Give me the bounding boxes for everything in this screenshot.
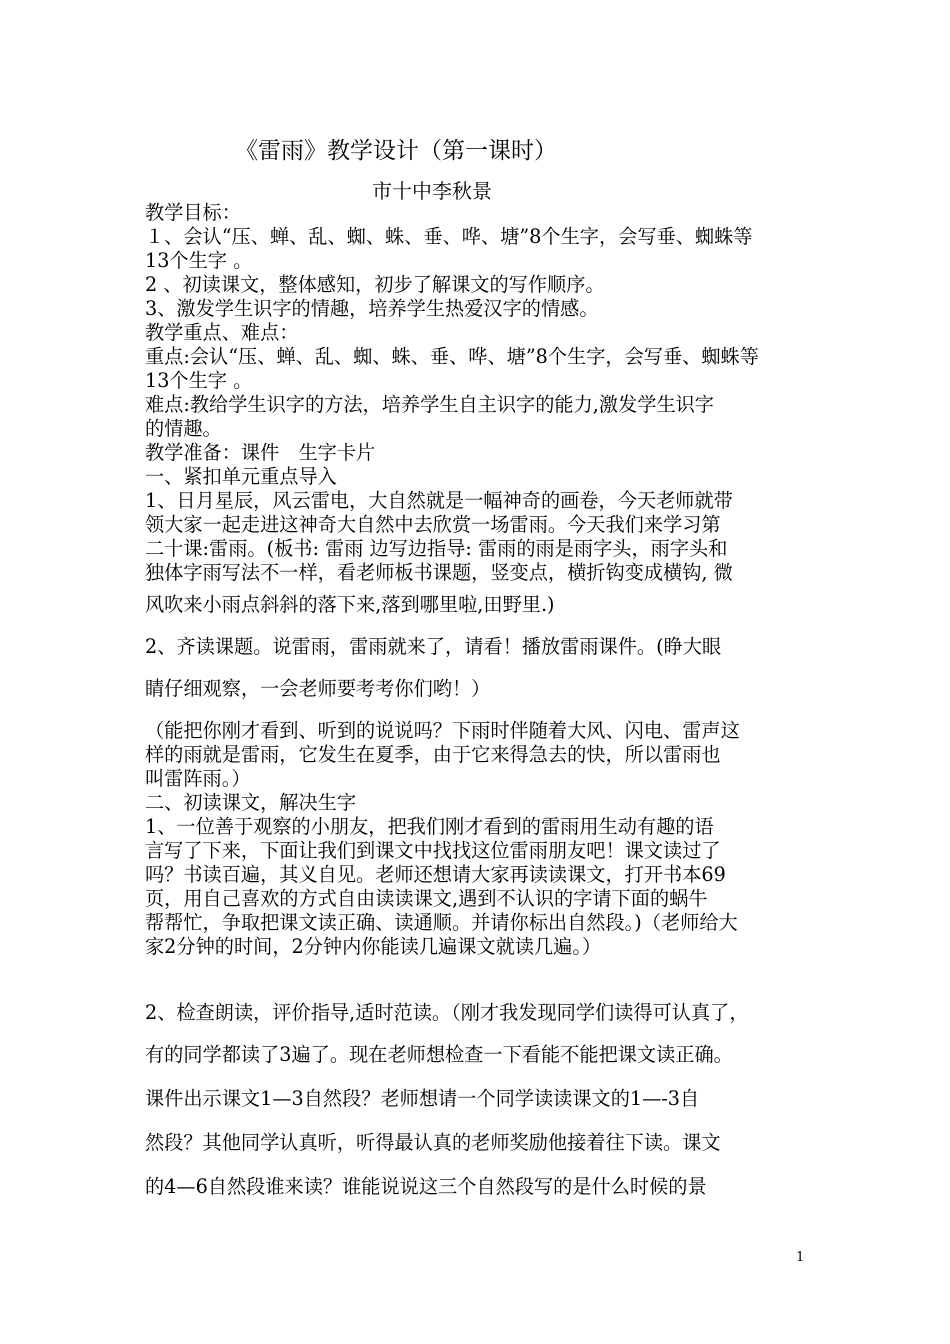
- paragraph-line: 13个生字 。: [145, 369, 253, 392]
- document-title: 《雷雨》教学设计（第一课时）: [235, 138, 557, 164]
- paragraph-line: 领大家一起走进这神奇大自然中去欣赏一场雷雨。今天我们来学习第: [145, 513, 721, 536]
- paragraph-line: 2、检查朗读，评价指导,适时范读。（刚才我发现同学们读得可认真了，: [145, 1001, 749, 1024]
- paragraph-line: 重点:会认“压、蝉、乱、蜘、蛛、垂、哗、塘”8个生字，会写垂、蜘蛛等: [145, 345, 759, 368]
- document-body: [145, 201, 813, 1209]
- paragraph-line: 叫雷阵雨。）: [145, 767, 251, 790]
- paragraph-line: 吗？书读百遍，其义自见。老师还想请大家再读读课文，打开书本69: [145, 863, 726, 886]
- paragraph-line: （能把你刚才看到、听到的说说吗？下雨时伴随着大风、闪电、雷声这: [145, 719, 740, 742]
- section-heading: 一、紧扣单元重点导入: [145, 465, 337, 488]
- paragraph-line: 风吹来小雨点斜斜的落下来,落到哪里啦,田野里.): [145, 593, 555, 616]
- document-author: 市十中李秋景: [372, 179, 492, 203]
- paragraph-line: 睛仔细观察，一会老师要考考你们哟！）: [145, 677, 491, 700]
- paragraph-line: 二十课:雷雨。(板书: 雷雨 边写边指导: 雷雨的雨是雨字头，雨字头和: [145, 537, 728, 560]
- paragraph-line: 家2分钟的时间，2分钟内你能读几遍课文就读几遍。）: [145, 935, 602, 958]
- paragraph-line: 言写了下来，下面让我们到课文中找找这位雷雨朋友吧！课文读过了: [145, 839, 721, 862]
- paragraph-line: 课件出示课文1—3自然段？老师想请一个同学读读课文的1—-3自: [145, 1087, 700, 1110]
- paragraph-line: 的情趣。: [145, 417, 222, 440]
- paragraph-line: [145, 959, 813, 983]
- paragraph-line: １、会认“压、蝉、乱、蜘、蛛、垂、哗、塘”8个生字，会写垂、蜘蛛等: [145, 225, 753, 248]
- page-number: 1: [796, 1250, 805, 1265]
- paragraph-line: 2、齐读课题。说雷雨，雷雨就来了，请看！播放雷雨课件。(睁大眼: [145, 635, 722, 658]
- paragraph-line: 页，用自己喜欢的方式自由读读课文,遇到不认识的字请下面的蜗牛: [145, 887, 708, 910]
- paragraph-line: 帮帮忙，争取把课文读正确、读通顺。并请你标出自然段。)（老师给大: [145, 911, 738, 934]
- paragraph-line: 样的雨就是雷雨，它发生在夏季，由于它来得急去的快，所以雷雨也: [145, 743, 721, 766]
- paragraph-line: 的4—6自然段谁来读？谁能说说这三个自然段写的是什么时候的景: [145, 1175, 707, 1198]
- paragraph-line: 1、日月星辰，风云雷电，大自然就是一幅神奇的画卷，今天老师就带: [145, 489, 733, 512]
- paragraph-line: 难点:教给学生识字的方法，培养学生自主识字的能力,激发学生识字: [145, 393, 714, 416]
- paragraph-line: 二、初读课文，解决生字: [145, 791, 357, 814]
- paragraph-line: 教学准备：课件 生字卡片: [145, 441, 376, 464]
- section-heading: 1、一位善于观察的小朋友，把我们刚才看到的雷雨用生动有趣的语: [145, 815, 714, 838]
- paragraph-line: 3、激发学生识字的情趣，培养学生热爱汉字的情感。: [145, 297, 599, 320]
- section-heading: 教学目标：: [145, 201, 241, 224]
- paragraph-line: 然段？其他同学认真听，听得最认真的老师奖励他接着往下读。课文: [145, 1131, 721, 1154]
- paragraph-line: 独体字雨写法不一样，看老师板书课题，竖变点，横折钩变成横钩, 微: [145, 561, 733, 584]
- section-heading: 教学重点、难点：: [145, 321, 299, 344]
- paragraph-line: 有的同学都读了3遍了。现在老师想检查一下看能不能把课文读正确。: [145, 1043, 733, 1066]
- paragraph-line: 13个生字 。: [145, 249, 253, 272]
- paragraph-line: 2 、初读课文，整体感知，初步了解课文的写作顺序。: [145, 273, 605, 296]
